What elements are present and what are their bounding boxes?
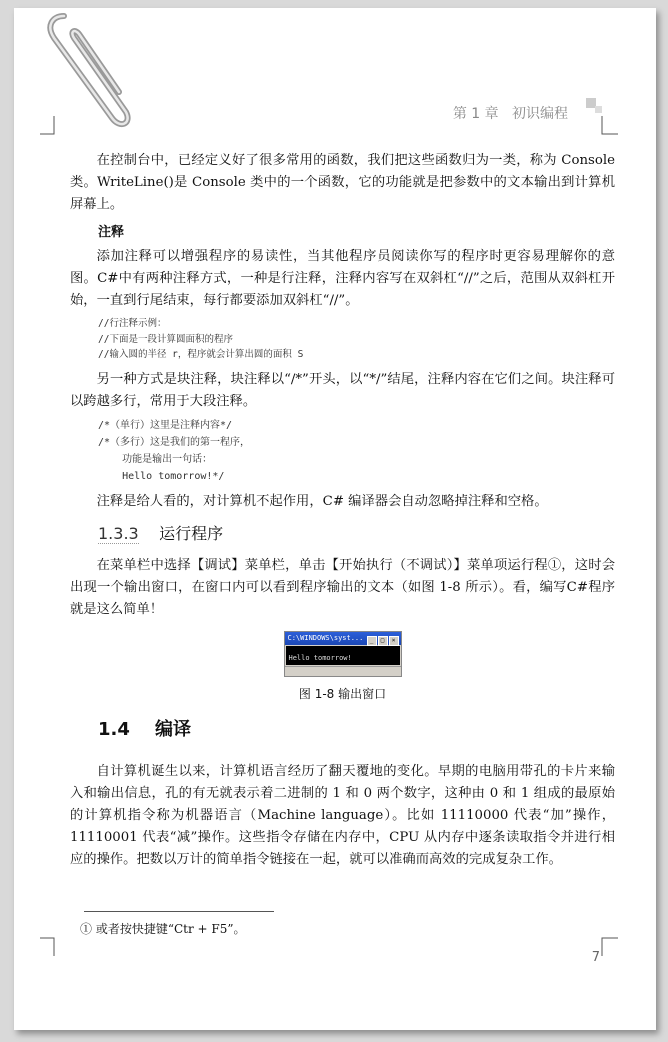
minimize-icon: _ bbox=[367, 636, 377, 646]
window-controls bbox=[366, 634, 399, 647]
chapter-section-heading bbox=[98, 719, 615, 741]
page-body bbox=[70, 150, 615, 871]
crop-mark-icon bbox=[40, 116, 56, 136]
close-icon: × bbox=[389, 636, 399, 646]
console-window bbox=[284, 631, 402, 677]
crop-mark-icon bbox=[40, 936, 56, 956]
subheading: 注释 bbox=[98, 225, 125, 240]
maximize-icon: □ bbox=[378, 636, 388, 646]
section-title: 运行程序 bbox=[159, 523, 224, 543]
running-header bbox=[453, 103, 568, 123]
paragraph: 添加注释可以增强程序的易读性，当其他程序员阅读你写的程序时更容易理解你的意图。C#中有两种注释方式，一种是行注释，注释内容写在双斜杠“//”之后，范围从双斜杠开始，一直到行尾结束，每行都要添加双斜杠“//”。 bbox=[70, 249, 615, 308]
figure-caption: 图 1-8 输出窗口 bbox=[298, 686, 387, 701]
chapter-section-number: 1.4 bbox=[98, 718, 130, 740]
paragraph: 另一种方式是块注释，块注释以“/*”开头，以“*/”结尾，注释内容在它们之间。块注释可以跨越多行，常用于大段注释。 bbox=[70, 371, 615, 409]
footnote-divider bbox=[84, 911, 274, 912]
section-heading bbox=[98, 523, 615, 545]
code-line: //输入圆的半径 r，程序就会计算出圆的面积 S bbox=[98, 349, 304, 360]
book-page bbox=[14, 8, 656, 1030]
window-titlebar bbox=[285, 632, 401, 645]
code-line: /*（单行）这里是注释内容*/ bbox=[98, 419, 233, 431]
console-output: Hello tomorrow! bbox=[286, 646, 400, 665]
figure bbox=[70, 631, 615, 705]
crop-mark-icon bbox=[600, 936, 618, 956]
code-block bbox=[98, 316, 615, 363]
paragraph: 在菜单栏中选择【调试】菜单栏，单击【开始执行（不调试）】菜单项运行程①，这时会出现一个输出窗口，在窗口内可以看到程序输出的文本（如图 1-8 所示）。看，编写C#程序就是这么简单！ bbox=[70, 557, 615, 617]
code-line: /*（多行）这是我们的第一程序， bbox=[98, 436, 251, 448]
paragraph: 注释是给人看的，对计算机不起作用，C# 编译器会自动忽略掉注释和空格。 bbox=[96, 493, 548, 509]
code-line: Hello tomorrow!*/ bbox=[98, 470, 225, 482]
code-line: //下面是一段计算圆面积的程序 bbox=[98, 333, 233, 345]
footnote: ① 或者按快捷键“Ctr + F5”。 bbox=[80, 922, 246, 936]
window-title: C:\WINDOWS\syst... bbox=[287, 633, 364, 642]
code-block bbox=[98, 417, 615, 485]
chapter-section-title: 编译 bbox=[154, 718, 191, 740]
crop-mark-icon bbox=[600, 116, 618, 136]
paperclip-icon bbox=[34, 8, 134, 133]
chapter-number: 第 1 章 bbox=[452, 106, 499, 122]
header-square-icon bbox=[595, 106, 602, 113]
paragraph: 在控制台中，已经定义好了很多常用的函数，我们把这些函数归为一类，称为 Console 类。WriteLine()是 Console 类中的一个函数，它的功能就是把参数中的文本输出到计算机屏幕上。 bbox=[70, 153, 615, 212]
page-number: 7 bbox=[591, 950, 600, 965]
code-line: 功能是输出一句话： bbox=[98, 453, 213, 465]
section-number: 1.3.3 bbox=[98, 523, 139, 543]
chapter-title: 初识编程 bbox=[512, 106, 568, 122]
paragraph: 自计算机诞生以来，计算机语言经历了翻天覆地的变化。早期的电脑用带孔的卡片来输入和输出信息，孔的有无就表示着二进制的 1 和 0 两个数字，这种由 0 和 1 组成的最原始的计算机指令称为机器语言（Machine language）。比如 11110000 代表“加”操作，11110001 代表“减”操作。这些指令存储在内存中，CPU 从内存中逐条读取指令并进行相应的操作。把数以万计的简单指令链接在一起，就可以准确而高效的完成复杂工作。 bbox=[70, 763, 615, 867]
code-line: //行注释示例： bbox=[98, 318, 167, 329]
horizontal-scrollbar bbox=[285, 666, 401, 676]
